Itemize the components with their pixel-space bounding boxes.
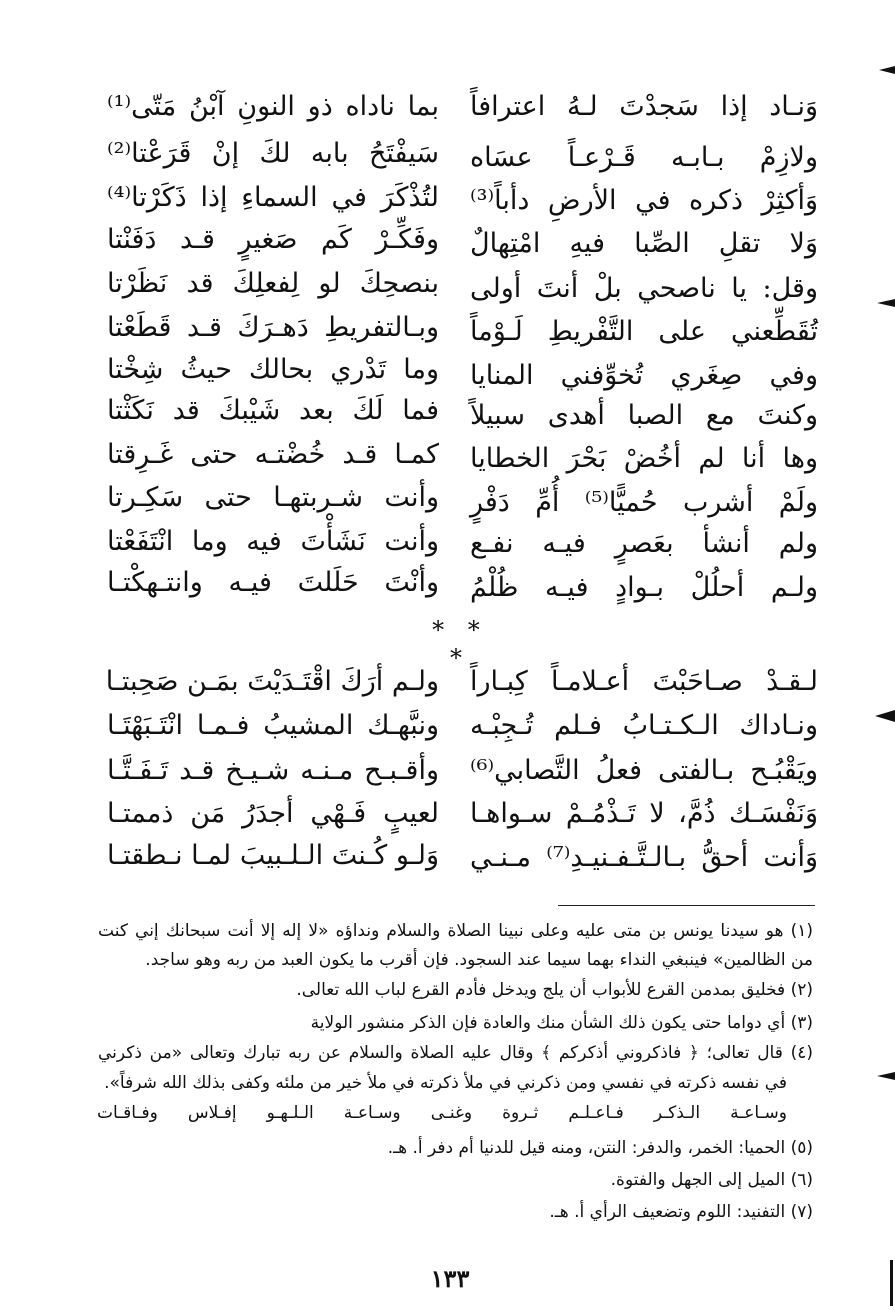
- poem1-right-line: ولازِمْ بـابـه قَـرْعـاً عسَاه: [470, 142, 818, 173]
- poem2-left-line: ولـم أرَكَ اقْتَـدَيْتَ بمَـن صَحِبتـا: [105, 666, 439, 697]
- footnote-line: (٦) الميل إلى الجهل والفتوة.: [610, 1170, 813, 1190]
- section-separator: * * *: [432, 616, 488, 672]
- poem1-left-line: فما لَكَ بعد شَيْبكَ قد نَكَثْتا: [107, 395, 439, 426]
- poem1-right-line: تُقَطِّعني على التَّفْريطِ لَـوْماً: [470, 316, 818, 347]
- footnote-line: من الظالمين» فينبغي النداء بهما سيما عند السجود. فإن أقرب ما يكون العبد من ربه وهو ساجد.: [145, 950, 813, 970]
- poem1-right-line: وها أنا لم أخُضْ بَحْرَ الخطايا: [470, 443, 818, 474]
- footnote-line: (٧) التفنيد: اللوم وتضعيف الرأي أ. هـ.: [549, 1202, 813, 1222]
- scan-edge-mark: [875, 710, 895, 722]
- poem2-left-line: لعيبٍ فَـهْي أجدَرُ مَن ذممتـا: [107, 798, 439, 829]
- footnote-line: (٤) قال تعالى؛ ﴿ فاذكروني أذكركم ﴾ وقال عليه الصلاة والسلام عن ربه تبارك وتعالى «من ذكرني: [98, 1043, 813, 1063]
- page-number: ١٣٣: [430, 1264, 470, 1293]
- scan-edge-mark: [890, 1260, 893, 1306]
- poem1-right-line: وَلا تقلِ الصِّبا فيهِ امْتِهالٌ: [470, 228, 818, 259]
- poem2-right-line: ونـاداك الـكـتـابُ فـلم تُـجِبْـه: [470, 710, 818, 741]
- poem1-right-line: وقل: يا ناصحي بلْ أنتَ أولى: [470, 273, 818, 304]
- footnote-line: (٢) فخليق بمدمن القرع للأبواب أن يلج ويدخل فأدم القرع لباب الله تعالى.: [296, 980, 813, 1000]
- poem2-left-line: وَلـو كُـنتَ الـلـبيبَ لمـا نـطقتـا: [107, 840, 439, 871]
- poem2-left-line: ونبَّهـك المشيبُ فـمـا انْتَـبَهْتَـا: [107, 710, 439, 741]
- scan-edge-mark: [877, 299, 895, 307]
- poem1-left-line: وبـالتفريطِ دَهـرَكَ قـد قَطَعْتا: [107, 312, 439, 343]
- poem1-right-line: ولَمْ أشرب حُميًّا⁽⁵⁾ أُمِّ دَفْرٍ: [470, 487, 818, 518]
- poem1-left-line: وأنت شـربتهـا حتى سَكِـرتا: [107, 482, 439, 513]
- poem1-left-line: وما تَدْري بحالك حيثُ شِخْتا: [107, 354, 439, 385]
- footnote-line: في نفسه ذكرته في نفسي ومن ذكرني في ملأ ذكرته في ملأ خير من ملئه وكفى بذلك الله شرفاً».: [104, 1073, 787, 1093]
- poem2-right-line: وَأنت أحقُّ بـالـتَّـفـنيـدِ⁽⁷⁾ مـنـي: [470, 842, 818, 873]
- footnote-line: (٣) أي دواما حتى يكون ذلك الشأن منك والعادة فإن الذكر منشور الولاية: [310, 1013, 813, 1033]
- poem1-left-line: وفَكِّـرْ كَم صَغيرٍ قـد دَفَنْتا: [107, 224, 439, 255]
- footnote-rule: [558, 905, 815, 906]
- poem1-right-line: وفي صِغَري تُخوِّفني المنايا: [470, 360, 818, 391]
- footnote-line: (١) هو سيدنا يونس بن متى عليه وعلى نبينا الصلاة والسلام ونداؤه «لا إله إلا أنت سبحانك إني كنت: [98, 921, 813, 941]
- poem1-right-line: وكنتَ مع الصبا أهدى سبيلاً: [470, 400, 818, 431]
- footnote-line: وسـاعـة الـذكـر فـاعـلـم ثـروة وغنـى وسـاعـة الـلـهـو إفـلاس وفـاقـات: [97, 1103, 787, 1123]
- poem2-right-line: وَنَفْسَـك ذُمَّ، لا تَـذْمُـمْ سـواهـا: [470, 798, 818, 829]
- poem1-right-line: وَأكثِرْ ذكره في الأرضِ دأباً⁽³⁾: [470, 185, 818, 216]
- poem1-left-line: بما ناداه ذو النونِ آبْنُ مَتّى⁽¹⁾: [107, 91, 439, 122]
- poem1-left-line: بنصحِكَ لو لِفعلِكَ قد نَظَرْتا: [107, 268, 439, 299]
- poem1-left-line: سَيفْتَحُ بابه لكَ إنْ قَرَعْتا⁽²⁾: [107, 138, 439, 169]
- poem2-right-line: ويَقْبُـح بـالفتى فعلُ التَّصابي⁽⁶⁾: [470, 755, 818, 786]
- scan-edge-mark: [877, 1072, 895, 1080]
- poem1-left-line: لتُذْكَرَ في السماءِ إذا ذَكَرْتا⁽⁴⁾: [107, 182, 439, 213]
- poem1-left-line: وأنْتَ حَلَلتَ فيـه وانتـهكْتـا: [107, 567, 439, 598]
- poem1-right-line: ولـم أحلُلْ بـوادٍ فيـه ظُلْمُ: [470, 572, 818, 603]
- poem2-left-line: وأقـبـح مـنـه شـيـخ قـد تَـفَـتَّـا: [107, 755, 439, 786]
- footnote-line: (٥) الحميا: الخمر، والدفر: النتن، ومنه قيل للدنيا أم دفر أ. هـ.: [387, 1138, 813, 1158]
- scan-edge-mark: [879, 66, 895, 74]
- poem2-right-line: لـقـدْ صـاحَبْتَ أعـلامـاً كِبـاراً: [470, 666, 818, 697]
- poem1-left-line: كمـا قـد خُضْتـه حتى غَـرِقتا: [107, 439, 439, 470]
- poem1-right-line: ولم أنشأ بعَصرٍ فيـه نفـع: [470, 528, 818, 559]
- poem1-left-line: وأنت نَشَأْتَ فيه وما انْتَفَعْتا: [107, 526, 439, 557]
- poem1-right-line: وَنـاد إذا سَجدْتَ لـهُ اعترافاً: [470, 91, 818, 122]
